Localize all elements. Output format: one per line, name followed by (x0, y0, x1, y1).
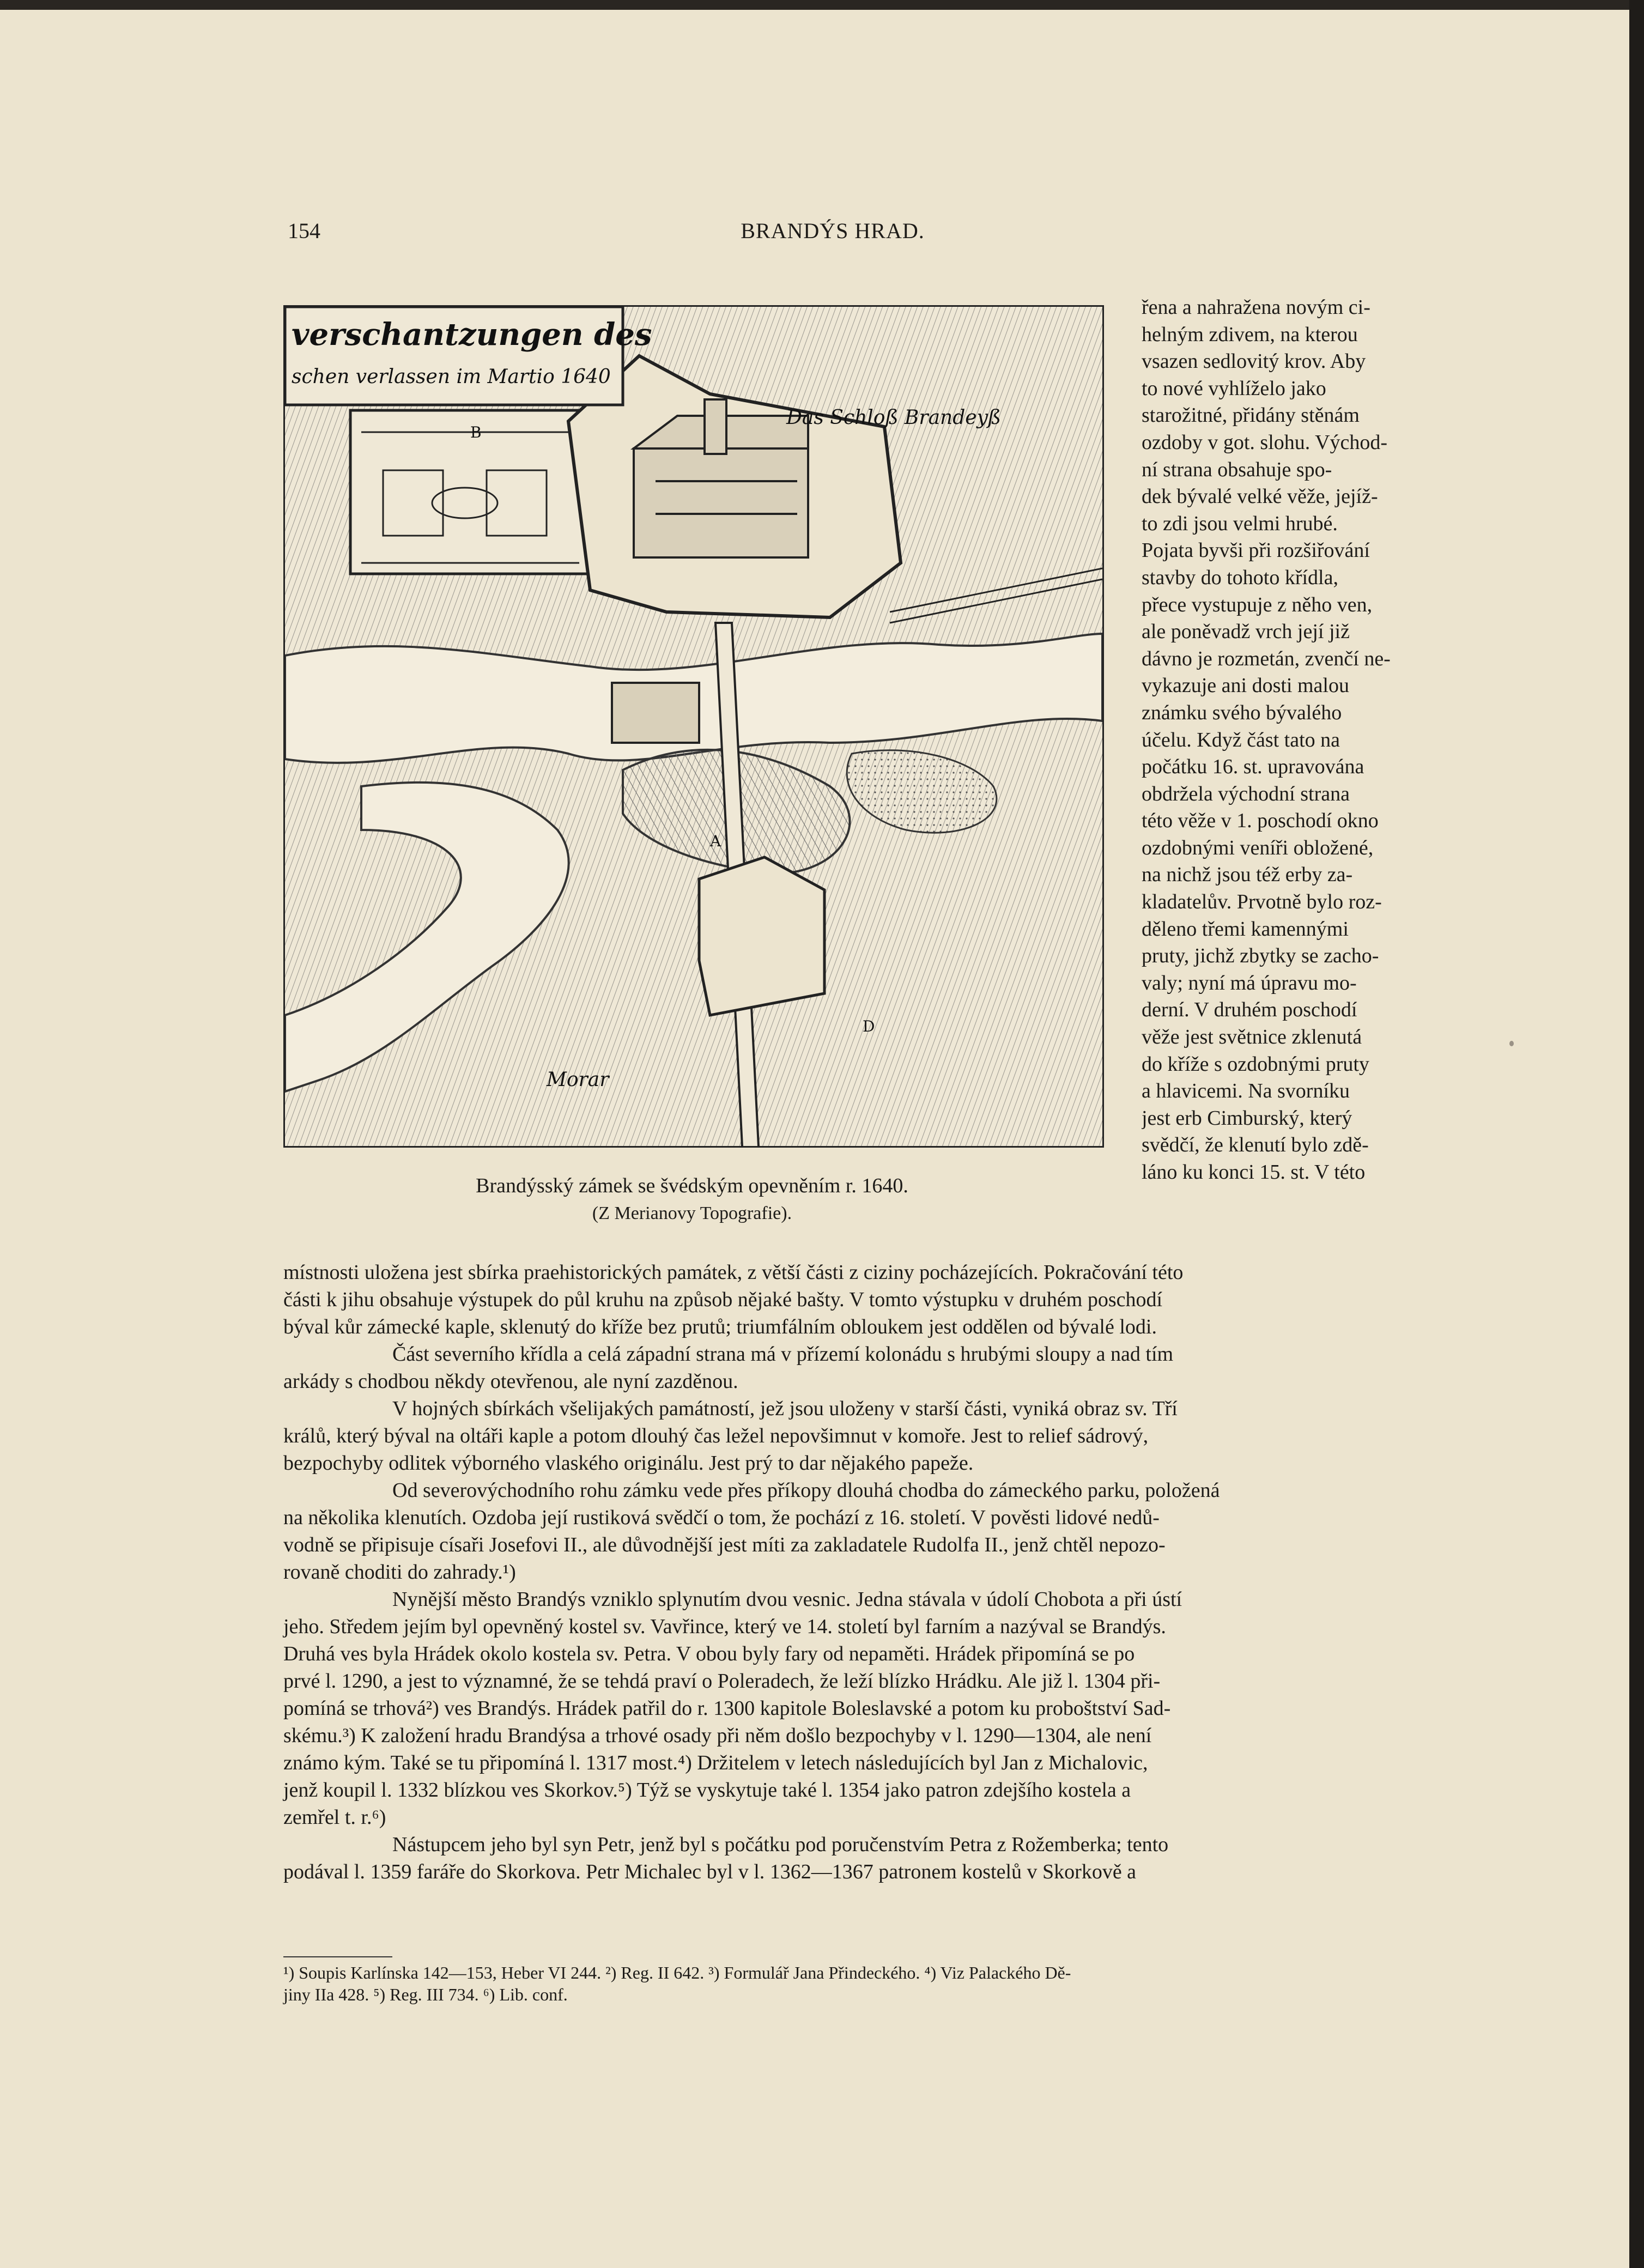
right-column-line: stavby do tohoto křídla, (1142, 566, 1338, 589)
right-column-line: jest erb Cimburský, který (1142, 1106, 1352, 1130)
right-column-line: a hlavicemi. Na svorníku (1142, 1080, 1350, 1103)
scan-top-edge (0, 0, 1644, 10)
page-title: BRANDÝS HRAD. (741, 219, 925, 243)
right-column-line: láno ku konci 15. st. V této (1142, 1161, 1366, 1184)
marker-a: A (710, 832, 721, 850)
right-column-line: to nové vyhlíželo jako (1142, 377, 1326, 400)
body-line: Část severního křídla a celá západní strana má v přízemí kolonádu s hrubými sloupy a nad tím (392, 1343, 1174, 1366)
body-line: býval kůr zámecké kaple, sklenutý do kříže bez prutů; triumfálním obloukem jest oddělen od bývalé lodi. (283, 1315, 1157, 1338)
body-line: rovaně choditi do zahrady.¹) (283, 1561, 516, 1584)
right-column-line: Pojata byvši při rozšiřování (1142, 539, 1370, 562)
footnote-line: ¹) Soupis Karlínska 142—153, Heber VI 244. ²) Reg. II 642. ³) Formulář Jana Přindeckého. ⁴) Viz Palackého Dě- (283, 1963, 1071, 1982)
body-line: Nástupcem jeho byl syn Petr, jenž byl s počátku pod poručenstvím Petra z Rožemberka; tento (392, 1833, 1169, 1856)
body-line: Nynější město Brandýs vzniklo splynutím dvou vesnic. Jedna stávala v údolí Chobota a při ústí (392, 1588, 1182, 1611)
body-line: Druhá ves byla Hrádek okolo kostela sv. Petra. V obou byly fary od nepaměti. Hrádek připomíná se po (283, 1642, 1135, 1665)
right-column-line: na nichž jsou též erby za- (1142, 863, 1353, 887)
body-line: bezpochyby odlitek výborného vlaského originálu. Jest prý to dar nějakého papeže. (283, 1452, 974, 1475)
label-castle: Das Schloß Brandeyß (786, 407, 1001, 429)
body-line: arkády s chodbou někdy otevřenou, ale nyní zazděnou. (283, 1370, 738, 1393)
right-column-line: svědčí, že klenutí bylo zdě- (1142, 1133, 1369, 1157)
body-line: vodně se připisuje císaři Josefovi II., ale důvodnější jest míti za zakladatele Rudolfa II., jenž chtěl nepozo- (283, 1533, 1166, 1556)
right-column-line: kladatelův. Prvotně bylo roz- (1142, 890, 1382, 914)
engraving-figure (283, 305, 1104, 1148)
body-line: Od severovýchodního rohu zámku vede přes příkopy dlouhá chodba do zámeckého parku, položená (392, 1479, 1220, 1502)
right-column-text (1142, 294, 1463, 1186)
page-speck (1509, 1041, 1514, 1046)
right-column-line: do kříže s ozdobnými pruty (1142, 1052, 1369, 1076)
page-number: 154 (288, 219, 320, 243)
right-column-line: řena a nahražena novým ci- (1142, 296, 1370, 319)
footnote-rule (283, 1956, 392, 1957)
marker-d: D (863, 1017, 875, 1035)
engraving-title-1: verschantzungen des (292, 317, 652, 353)
right-column-line: ale poněvadž vrch její již (1142, 620, 1350, 644)
label-morar: Morar (547, 1069, 609, 1091)
marker-b: B (470, 423, 482, 441)
gate-house (612, 683, 699, 743)
body-line: zemřel t. r.⁶) (283, 1806, 386, 1829)
engraving-title-2: schen verlassen im Martio 1640 (292, 366, 611, 388)
footnotes (283, 1962, 1455, 2005)
caption-source: (Z Merianovy Topografie). (592, 1203, 792, 1223)
body-line: místnosti uložena jest sbírka praehistorických památek, z větší části z ciziny pocházejících. Pokračování této (283, 1261, 1184, 1284)
body-line: podával l. 1359 faráře do Skorkova. Petr Michalec byl v l. 1362—1367 patronem kostelů v Skorkově a (283, 1860, 1137, 1883)
right-column-line: této věže v 1. poschodí okno (1142, 809, 1379, 833)
right-column-line: dávno je rozmetán, zvenčí ne- (1142, 647, 1391, 670)
right-column-line: derní. V druhém poschodí (1142, 998, 1357, 1022)
right-column-line: dek bývalé velké věže, jejíž- (1142, 485, 1378, 508)
body-line: na několika klenutích. Ozdoba její rustiková svědčí o tom, že pochází z 16. století. V pověsti lidové nedů- (283, 1506, 1160, 1529)
body-line: prvé l. 1290, a jest to významné, že se tehdá praví o Poleradech, že leží blízko Hrádku. Ale již l. 1304 při- (283, 1670, 1161, 1693)
right-column-line: starožitné, přidány stěnám (1142, 404, 1360, 427)
right-column-line: ní strana obsahuje spo- (1142, 458, 1332, 481)
right-column-line: přece vystupuje z něho ven, (1142, 593, 1373, 616)
bastion-south (699, 857, 824, 1015)
body-line: jeho. Středem jejím byl opevněný kostel sv. Vavřince, který ve 14. století byl farním a nazýval se Brandýs. (283, 1615, 1166, 1638)
body-line: králů, který býval na oltáři kaple a potom dlouhý čas ležel nepovšimnut v komoře. Jest to relief sádrový, (283, 1424, 1149, 1447)
right-column-line: účelu. Když část tato na (1142, 728, 1340, 751)
right-column-line: ozdoby v got. slohu. Východ- (1142, 430, 1388, 454)
right-column-line: počátku 16. st. upravována (1142, 755, 1364, 779)
right-column-line: helným zdivem, na kterou (1142, 323, 1358, 346)
caption-main: Brandýsský zámek se švédským opevněním r. 1640. (476, 1174, 908, 1197)
body-line: pomíná se trhová²) ves Brandýs. Hrádek patřil do r. 1300 kapitole Boleslavské a potom ku proboštství Sad- (283, 1697, 1171, 1720)
body-line: skému.³) K založení hradu Brandýsa a trhové osady při něm došlo bezpochyby v l. 1290—1304, ale není (283, 1724, 1152, 1747)
right-column-line: valy; nyní má úpravu mo- (1142, 971, 1357, 994)
running-head (288, 218, 1378, 251)
right-column-line: vykazuje ani dosti malou (1142, 674, 1349, 698)
body-line: jenž koupil l. 1332 blízkou ves Skorkov.⁵) Týž se vyskytuje také l. 1354 jako patron zdejšího kostela a (283, 1779, 1131, 1802)
scan-right-edge (1629, 0, 1644, 2268)
right-column-line: obdržela východní strana (1142, 782, 1350, 805)
body-line: známo kým. Také se tu připomíná l. 1317 most.⁴) Držitelem v letech následujících byl Jan z Michalovic, (283, 1751, 1148, 1774)
right-column-line: známku svého bývalého (1142, 701, 1342, 724)
body-line: V hojných sbírkách všelijakých památností, jež jsou uloženy v starší části, vyniká obraz sv. Tří (392, 1397, 1178, 1420)
right-column-line: to zdi jsou velmi hrubé. (1142, 512, 1338, 535)
figure-caption (283, 1172, 1101, 1227)
right-column-line: vsazen sedlovitý krov. Aby (1142, 350, 1366, 373)
right-column-line: pruty, jichž zbytky se zacho- (1142, 944, 1379, 968)
right-column-line: ozdobnými veníři obložené, (1142, 836, 1374, 859)
body-line: části k jihu obsahuje výstupek do půl kruhu na způsob nějaké bašty. V tomto výstupku v druhém poschodí (283, 1288, 1163, 1311)
footnote-line: jiny IIa 428. ⁵) Reg. III 734. ⁶) Lib. conf. (283, 1985, 568, 2004)
body-text (283, 1259, 1455, 1885)
right-column-line: věže jest světnice zklenutá (1142, 1026, 1362, 1049)
right-column-line: děleno třemi kamennými (1142, 917, 1349, 941)
